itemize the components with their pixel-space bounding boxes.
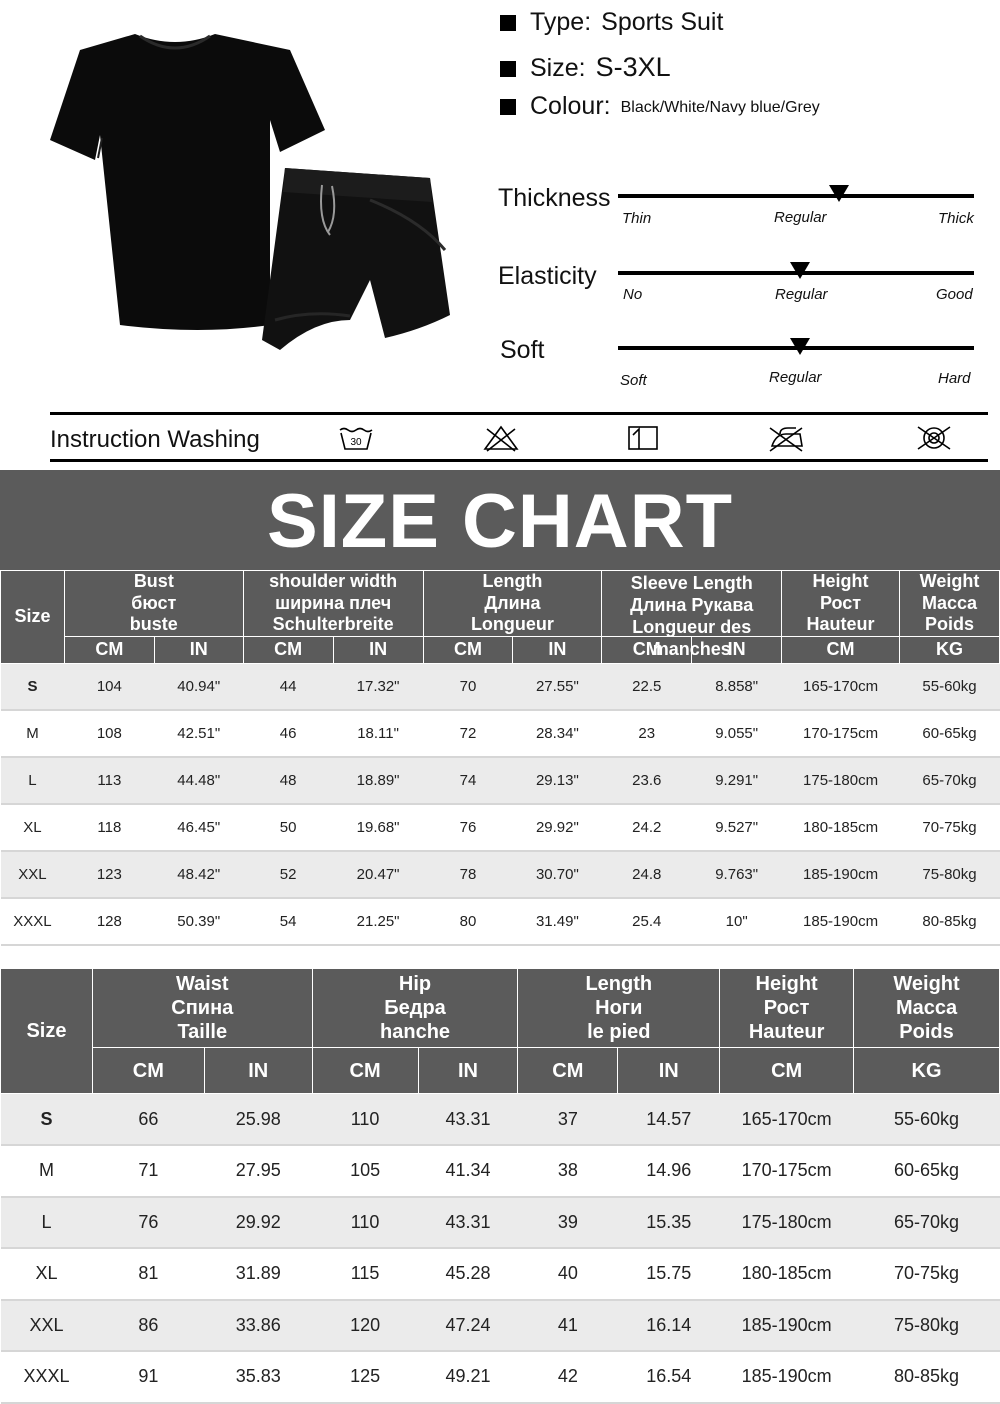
unit-header: IN [513, 636, 602, 663]
table-cell: 45.28 [418, 1248, 518, 1300]
table-row [1, 1197, 1000, 1249]
table-cell: 76 [92, 1197, 204, 1249]
table-cell: 24.8 [602, 851, 692, 898]
rating-left-label: Soft [620, 372, 647, 389]
table-cell: 128 [64, 898, 154, 945]
table-cell: 60-65kg [854, 1145, 1000, 1197]
table-cell: 123 [64, 851, 154, 898]
product-image [40, 20, 460, 380]
table-cell: 55-60kg [854, 1094, 1000, 1146]
unit-header: IN [204, 1048, 312, 1094]
rating-right-label: Thick [938, 210, 974, 227]
table-row [1, 1145, 1000, 1197]
table-cell: 80-85kg [900, 898, 1000, 945]
rating-pointer-icon [829, 185, 849, 202]
size-cell: XL [1, 1248, 93, 1300]
table-row [1, 1094, 1000, 1146]
weight-header: Weight Macca Poids [900, 571, 1000, 637]
spec-colour-label: Colour: [530, 92, 611, 120]
table-cell: 165-170cm [720, 1094, 854, 1146]
unit-header: CM [720, 1048, 854, 1094]
shoulder-width-header: shoulder width ширина плеч Schulterbreite [243, 571, 423, 637]
wash-temp-label: 30 [350, 437, 362, 448]
weight-header: Weight Macca Poids [854, 969, 1000, 1048]
spec-type-label: Type: [530, 8, 592, 36]
unit-header: CM [602, 636, 692, 663]
table-cell: 14.57 [618, 1094, 720, 1146]
table-cell: 170-175cm [782, 710, 900, 757]
table-cell: 38 [518, 1145, 618, 1197]
table-cell: 47.24 [418, 1300, 518, 1352]
table-cell: 15.35 [618, 1197, 720, 1249]
spec-type [500, 8, 723, 37]
rating-pointer-icon [790, 338, 810, 355]
table-cell: 104 [64, 663, 154, 710]
bullet-square-icon [500, 15, 516, 31]
table-row [1, 757, 1000, 804]
hip-header: Hip Бедра hanche [312, 969, 518, 1048]
table-cell: 43.31 [418, 1094, 518, 1146]
table-cell: 39 [518, 1197, 618, 1249]
table-cell: 170-175cm [720, 1145, 854, 1197]
wash-30-icon [336, 424, 376, 452]
table-cell: 41 [518, 1300, 618, 1352]
table-cell: 72 [423, 710, 513, 757]
size-cell: M [1, 1145, 93, 1197]
table-row [1, 1300, 1000, 1352]
table-cell: 50.39" [154, 898, 243, 945]
no-dry-clean-icon [914, 424, 954, 452]
table-cell: 37 [518, 1094, 618, 1146]
height-header: Height Рост Hauteur [782, 571, 900, 637]
spec-size [500, 52, 671, 83]
unit-header: CM [782, 636, 900, 663]
washing-instructions [50, 412, 988, 462]
size-cell: S [1, 1094, 93, 1146]
shorts-image [262, 168, 450, 350]
table-cell: 15.75 [618, 1248, 720, 1300]
rating-mid-label: Regular [769, 369, 822, 386]
table-cell: 35.83 [204, 1351, 312, 1403]
rating-right-label: Good [936, 286, 973, 303]
unit-header: IN [333, 636, 423, 663]
unit-header: CM [312, 1048, 418, 1094]
size-column-header: Size [1, 969, 93, 1094]
spec-size-label: Size: [530, 54, 586, 82]
table-cell: 175-180cm [782, 757, 900, 804]
leg-length-header: Length Ноги le pied [518, 969, 720, 1048]
table-cell: 9.763" [692, 851, 782, 898]
table-cell: 118 [64, 804, 154, 851]
rating-mid-label: Regular [775, 286, 828, 303]
table-row [1, 851, 1000, 898]
table-cell: 40.94" [154, 663, 243, 710]
table-cell: 46 [243, 710, 333, 757]
bust-header: Bust бюст buste [64, 571, 243, 637]
table-cell: 185-190cm [720, 1351, 854, 1403]
table-cell: 105 [312, 1145, 418, 1197]
table-cell: 125 [312, 1351, 418, 1403]
table-cell: 31.89 [204, 1248, 312, 1300]
table-cell: 180-185cm [720, 1248, 854, 1300]
table-cell: 16.14 [618, 1300, 720, 1352]
table-cell: 60-65kg [900, 710, 1000, 757]
table-cell: 28.34" [513, 710, 602, 757]
table-cell: 65-70kg [900, 757, 1000, 804]
table-cell: 180-185cm [782, 804, 900, 851]
table-cell: 46.45" [154, 804, 243, 851]
bullet-square-icon [500, 61, 516, 77]
rating-title: Soft [500, 336, 545, 364]
no-iron-icon [766, 424, 806, 452]
spec-size-value: S-3XL [595, 52, 671, 82]
table-cell: 71 [92, 1145, 204, 1197]
table-cell: 25.4 [602, 898, 692, 945]
table-cell: 110 [312, 1094, 418, 1146]
table-cell: 9.055" [692, 710, 782, 757]
table-cell: 30.70" [513, 851, 602, 898]
table-cell: 9.527" [692, 804, 782, 851]
unit-header: CM [518, 1048, 618, 1094]
table-cell: 115 [312, 1248, 418, 1300]
table-cell: 27.55" [513, 663, 602, 710]
size-column-header: Size [1, 571, 65, 664]
table-cell: 31.49" [513, 898, 602, 945]
unit-header: KG [854, 1048, 1000, 1094]
table-cell: 9.291" [692, 757, 782, 804]
table-cell: 86 [92, 1300, 204, 1352]
bullet-square-icon [500, 99, 516, 115]
table-cell: 14.96 [618, 1145, 720, 1197]
table-cell: 75-80kg [900, 851, 1000, 898]
table-cell: 48.42" [154, 851, 243, 898]
washing-title: Instruction Washing [50, 426, 260, 453]
table-cell: 29.92" [513, 804, 602, 851]
table-row [1, 1351, 1000, 1403]
table-cell: 110 [312, 1197, 418, 1249]
table-cell: 66 [92, 1094, 204, 1146]
size-chart-banner [0, 470, 1000, 570]
table-cell: 10" [692, 898, 782, 945]
table-cell: 80 [423, 898, 513, 945]
table-cell: 50 [243, 804, 333, 851]
rating-right-label: Hard [938, 370, 971, 387]
table-cell: 44.48" [154, 757, 243, 804]
table-cell: 185-190cm [782, 898, 900, 945]
table-cell: 175-180cm [720, 1197, 854, 1249]
rating-left-label: Thin [622, 210, 652, 227]
unit-header: CM [64, 636, 154, 663]
table-row [1, 1248, 1000, 1300]
table-cell: 81 [92, 1248, 204, 1300]
waist-header: Waist Спина Taille [92, 969, 312, 1048]
table-cell: 76 [423, 804, 513, 851]
table-cell: 8.858" [692, 663, 782, 710]
table-cell: 49.21 [418, 1351, 518, 1403]
table-cell: 19.68" [333, 804, 423, 851]
spec-type-value: Sports Suit [601, 8, 724, 36]
table-cell: 20.47" [333, 851, 423, 898]
table-cell: 54 [243, 898, 333, 945]
table-cell: 165-170cm [782, 663, 900, 710]
table-cell: 29.13" [513, 757, 602, 804]
unit-header: IN [154, 636, 243, 663]
table-row [1, 898, 1000, 945]
table-cell: 65-70kg [854, 1197, 1000, 1249]
unit-header: IN [418, 1048, 518, 1094]
table-cell: 40 [518, 1248, 618, 1300]
size-cell: L [1, 1197, 93, 1249]
table-cell: 78 [423, 851, 513, 898]
table-cell: 52 [243, 851, 333, 898]
spec-colour [500, 92, 820, 121]
rating-title: Elasticity [498, 262, 597, 290]
size-cell: M [1, 710, 65, 757]
unit-header: CM [423, 636, 513, 663]
rating-scale-line [618, 194, 974, 198]
rating-pointer-icon [790, 262, 810, 279]
unit-header: CM [243, 636, 333, 663]
rating-elasticity [498, 258, 978, 338]
line-dry-icon [623, 424, 663, 452]
table-row [1, 710, 1000, 757]
table-cell: 33.86 [204, 1300, 312, 1352]
table-cell: 42 [518, 1351, 618, 1403]
size-cell: XL [1, 804, 65, 851]
unit-header: IN [692, 636, 782, 663]
top-size-table [0, 570, 1000, 946]
size-cell: S [1, 663, 65, 710]
table-cell: 70-75kg [854, 1248, 1000, 1300]
unit-header: IN [618, 1048, 720, 1094]
table-cell: 185-190cm [782, 851, 900, 898]
table-cell: 43.31 [418, 1197, 518, 1249]
table-cell: 70-75kg [900, 804, 1000, 851]
table-cell: 42.51" [154, 710, 243, 757]
table-cell: 18.11" [333, 710, 423, 757]
sleeve-length-header: Sleeve Length Длина Рукава Longueur des manches [602, 571, 782, 637]
rating-thickness [498, 180, 978, 260]
size-cell: L [1, 757, 65, 804]
table-cell: 18.89" [333, 757, 423, 804]
table-cell: 70 [423, 663, 513, 710]
size-cell: XXL [1, 1300, 93, 1352]
rating-mid-label: Regular [774, 209, 827, 226]
table-cell: 185-190cm [720, 1300, 854, 1352]
table-cell: 108 [64, 710, 154, 757]
table-cell: 23 [602, 710, 692, 757]
table-cell: 80-85kg [854, 1351, 1000, 1403]
size-chart-title: SIZE CHART [267, 479, 733, 564]
table-cell: 16.54 [618, 1351, 720, 1403]
table-cell: 120 [312, 1300, 418, 1352]
rating-title: Thickness [498, 184, 611, 212]
table-cell: 22.5 [602, 663, 692, 710]
bottom-size-table [0, 968, 1000, 1404]
table-cell: 48 [243, 757, 333, 804]
table-row [1, 663, 1000, 710]
size-cell: XXXL [1, 1351, 93, 1403]
rating-left-label: No [623, 286, 643, 303]
table-cell: 27.95 [204, 1145, 312, 1197]
table-cell: 113 [64, 757, 154, 804]
table-cell: 24.2 [602, 804, 692, 851]
table-cell: 55-60kg [900, 663, 1000, 710]
table-cell: 44 [243, 663, 333, 710]
table-cell: 21.25" [333, 898, 423, 945]
size-cell: XXL [1, 851, 65, 898]
table-cell: 17.32" [333, 663, 423, 710]
table-cell: 75-80kg [854, 1300, 1000, 1352]
table-cell: 91 [92, 1351, 204, 1403]
length-header: Length Длина Longueur [423, 571, 602, 637]
table-cell: 29.92 [204, 1197, 312, 1249]
unit-header: KG [900, 636, 1000, 663]
unit-header: CM [92, 1048, 204, 1094]
height-header: Height Рост Hauteur [720, 969, 854, 1048]
spec-colour-value: Black/White/Navy blue/Grey [620, 99, 820, 116]
table-cell: 25.98 [204, 1094, 312, 1146]
table-cell: 74 [423, 757, 513, 804]
table-cell: 23.6 [602, 757, 692, 804]
table-row [1, 804, 1000, 851]
no-bleach-icon [481, 424, 521, 452]
table-cell: 41.34 [418, 1145, 518, 1197]
rating-soft [498, 332, 978, 412]
size-cell: XXXL [1, 898, 65, 945]
